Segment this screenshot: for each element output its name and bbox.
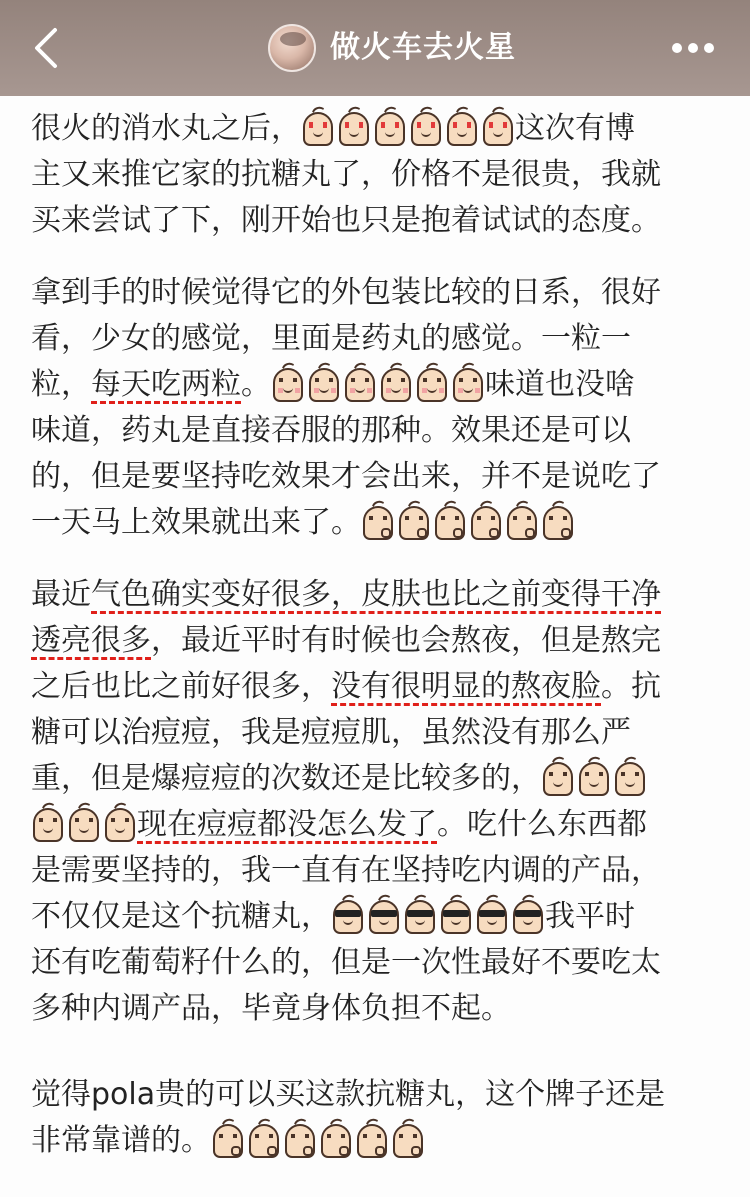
cool-emoji-icon <box>367 894 401 934</box>
love-emoji-icon <box>445 106 479 146</box>
cool-emoji-icon <box>331 894 365 934</box>
more-dots-icon <box>672 43 682 53</box>
hand-emoji-icon <box>433 500 467 540</box>
hand-emoji-icon <box>505 500 539 540</box>
hand-emoji-icon <box>361 500 395 540</box>
author-avatar[interactable] <box>268 24 316 72</box>
highlighted-text: 没有很明显的熬夜脸 <box>331 669 601 704</box>
love-emoji-icon <box>373 106 407 146</box>
blush-emoji-icon <box>415 362 449 402</box>
paragraph-4 <box>31 1072 721 1164</box>
text-line: 重，但是爆痘痘的次数还是比较多的， <box>31 761 541 796</box>
text-line: 是需要坚持的，我一直有在坚持吃内调的产品， <box>31 853 661 888</box>
smile-emoji-icon <box>577 756 611 796</box>
more-options-button[interactable] <box>672 36 716 60</box>
hand-emoji-icon <box>469 500 503 540</box>
emoji-group <box>331 894 545 934</box>
text-line: 还有吃葡萄籽什么的，但是一次性最好不要吃太 <box>31 945 661 980</box>
hand-emoji-icon <box>319 1118 353 1158</box>
highlighted-text: 气色确实变好很多，皮肤也比之前变得干净 <box>91 577 661 612</box>
cool-emoji-icon <box>475 894 509 934</box>
text-line: 看，少女的感觉，里面是药丸的感觉。一粒一 <box>31 321 631 356</box>
paragraph-2: 拿到手的时候觉得它的外包装比较的日系，很好 看，少女的感觉，里面是药丸的感觉。一粒一 粒，每天吃两粒。 味道也没啥 味道，药丸是直接吞服的那种。效果还是可以 的，但是要坚持吃效果才会出来，并不是说吃了 一天马上效果就出来了。 <box>31 270 721 546</box>
blush-emoji-icon <box>271 362 305 402</box>
smile-emoji-icon <box>67 802 101 842</box>
back-button[interactable] <box>24 22 68 74</box>
highlighted-text: 现在痘痘都没怎么发了 <box>137 807 437 842</box>
text-line: ，最近平时有时候也会熬夜，但是熬完 <box>151 623 661 658</box>
text-line: 之后也比之前好很多， <box>31 669 331 704</box>
hand-emoji-icon <box>391 1118 425 1158</box>
emoji-group <box>211 1118 425 1158</box>
blush-emoji-icon <box>343 362 377 402</box>
text-line: 买来尝试了下，刚开始也只是抱着试试的态度。 <box>31 203 661 238</box>
blush-emoji-icon <box>379 362 413 402</box>
hand-emoji-icon <box>355 1118 389 1158</box>
text-line: 很火的消水丸之后， <box>31 111 301 146</box>
text-line: 的，但是要坚持吃效果才会出来，并不是说吃了 <box>31 459 661 494</box>
blush-emoji-icon <box>307 362 341 402</box>
text-line: 最近 <box>31 577 91 612</box>
smile-emoji-icon <box>613 756 647 796</box>
hand-emoji-icon <box>397 500 431 540</box>
text-line: 觉得pola贵的可以买这款抗糖丸，这个牌子还是 <box>31 1077 666 1112</box>
cool-emoji-icon <box>439 894 473 934</box>
smile-emoji-icon <box>31 802 65 842</box>
smile-emoji-icon <box>541 756 575 796</box>
cool-emoji-icon <box>511 894 545 934</box>
chevron-left-icon <box>33 26 59 70</box>
hand-emoji-icon <box>541 500 575 540</box>
text-line: 拿到手的时候觉得它的外包装比较的日系，很好 <box>31 275 661 310</box>
blush-emoji-icon <box>451 362 485 402</box>
text-line: 一天马上效果就出来了。 <box>31 505 361 540</box>
cool-emoji-icon <box>403 894 437 934</box>
emoji-group <box>361 500 575 540</box>
top-nav-bar <box>0 0 750 96</box>
love-emoji-icon <box>481 106 515 146</box>
hand-emoji-icon <box>247 1118 281 1158</box>
text-line: 非常靠谱的。 <box>31 1123 211 1158</box>
text-line: 主又来推它家的抗糖丸了，价格不是很贵，我就 <box>31 157 661 192</box>
text-line: 味道，药丸是直接吞服的那种。效果还是可以 <box>31 413 631 448</box>
love-emoji-icon <box>337 106 371 146</box>
emoji-group <box>31 802 137 842</box>
emoji-group <box>301 106 515 146</box>
text-line: 多种内调产品，毕竟身体负担不起。 <box>31 991 511 1026</box>
highlighted-text: 每天吃两粒 <box>91 367 241 402</box>
love-emoji-icon <box>301 106 335 146</box>
highlighted-text: 透亮很多 <box>31 623 151 658</box>
love-emoji-icon <box>409 106 443 146</box>
hand-emoji-icon <box>211 1118 245 1158</box>
text-line: 糖可以治痘痘，我是痘痘肌，虽然没有那么严 <box>31 715 631 750</box>
paragraph-3: 最近气色确实变好很多，皮肤也比之前变得干净 透亮很多，最近平时有时候也会熬夜，但是熬完 之后也比之前好很多，没有很明显的熬夜脸。抗 糖可以治痘痘，我是痘痘肌，虽然没有那么严 重，但是爆痘痘的次数还是比较多的， 现在痘痘都没怎么发了。吃什么东西都 是需要坚持的，我一直有在坚持吃内调的产品， 不仅仅是这个抗糖丸， 我平时 还有吃葡萄籽什么的，但是一次性最好不要吃太 多种内调产品，毕竟身体负担不起。 <box>31 572 721 1032</box>
paragraph-1 <box>31 106 721 244</box>
text-line: 这次有博 <box>515 111 635 146</box>
emoji-group <box>541 756 647 796</box>
text-line: 不仅仅是这个抗糖丸， <box>31 899 331 934</box>
text-line: 粒， <box>31 367 91 402</box>
hand-emoji-icon <box>283 1118 317 1158</box>
emoji-group <box>271 362 485 402</box>
smile-emoji-icon <box>103 802 137 842</box>
author-name[interactable]: 做火车去火星 <box>330 30 516 65</box>
